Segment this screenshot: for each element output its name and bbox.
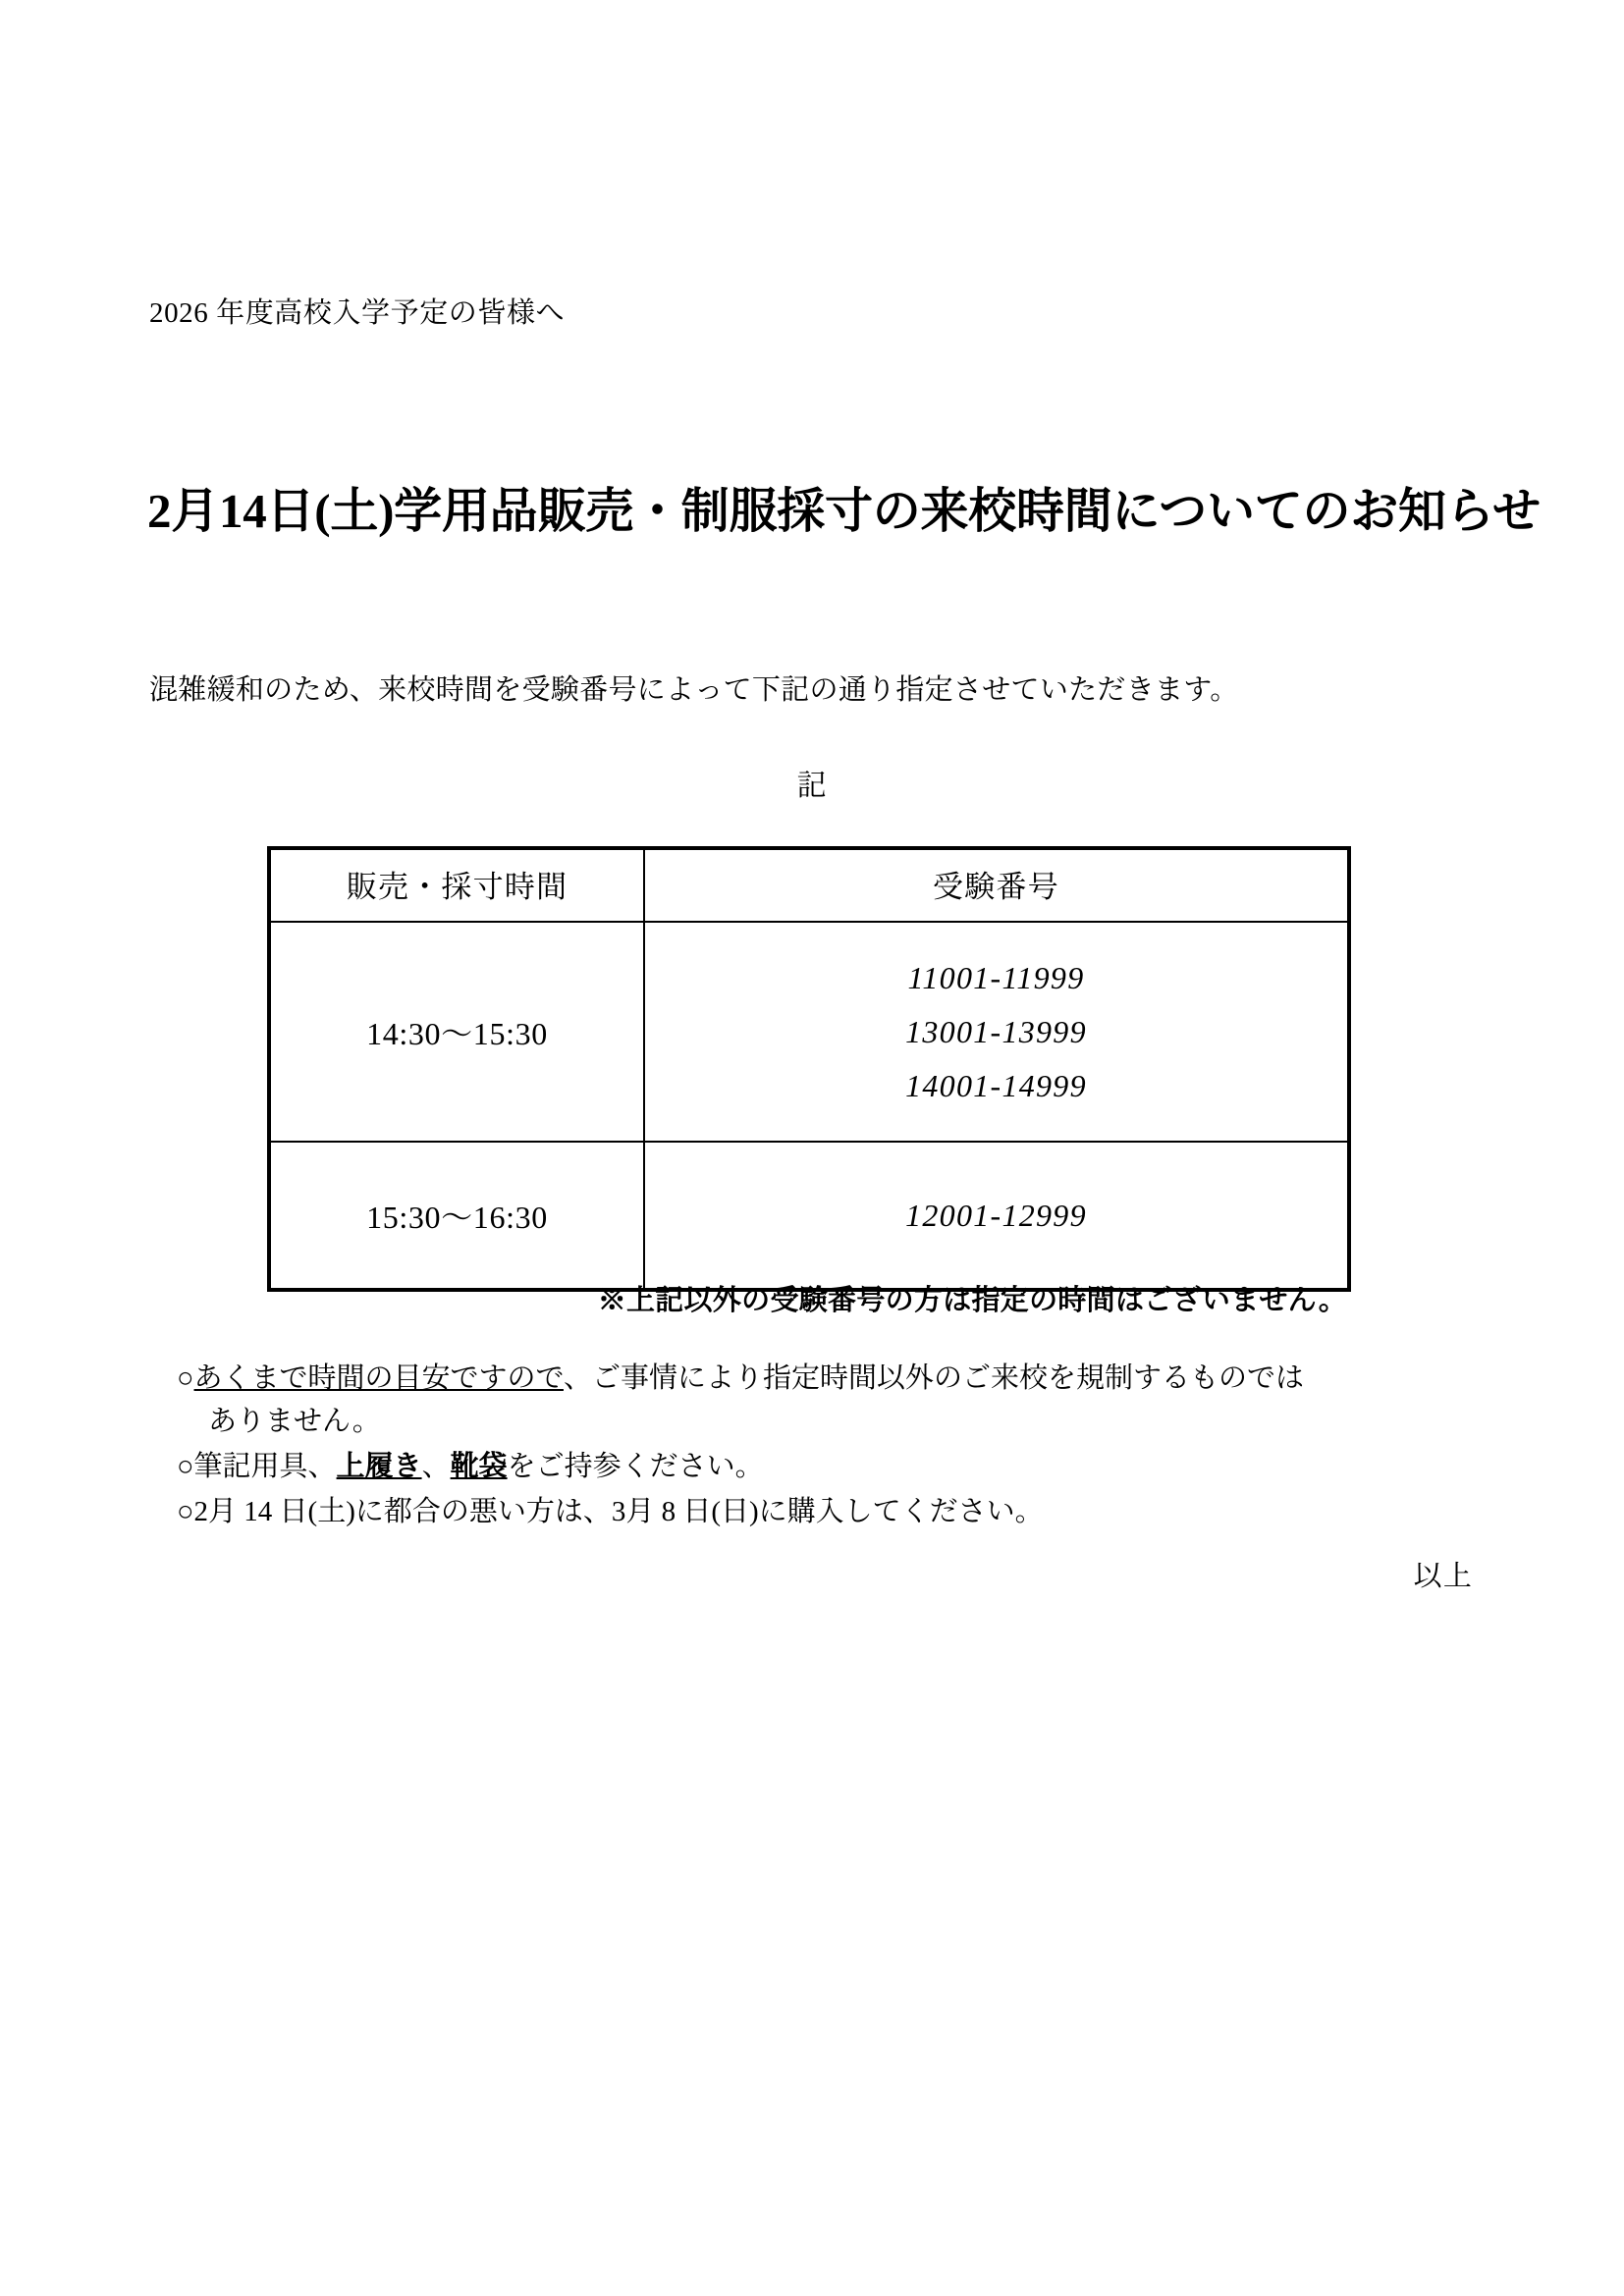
column-header-exam-number: 受験番号 [644, 848, 1349, 922]
closing-line: 以上 [1413, 1561, 1473, 1592]
exam-number-range: 11001-11999 [907, 959, 1085, 995]
table-note: ※上記以外の受験番号の方は指定の時間はございません。 [597, 1285, 1347, 1316]
cell-numbers-slot-2 [644, 1142, 1349, 1290]
list-item [177, 1445, 1473, 1488]
table-header-row [269, 848, 1349, 922]
note-continuation: ありません。 [208, 1406, 381, 1438]
cell-numbers-slot-1 [644, 922, 1349, 1142]
notes-list [177, 1357, 1473, 1535]
note-emphasis-uwabaki: 上履き [336, 1451, 422, 1483]
table-row [269, 1142, 1349, 1290]
exam-number-range: 14001-14999 [905, 1067, 1087, 1103]
exam-number-range: 12001-12999 [905, 1197, 1087, 1233]
column-header-time: 販売・採寸時間 [269, 848, 644, 922]
page-title: 2月14日(土)学用品販売・制服採寸の来校時間についてのお知らせ [147, 484, 1541, 538]
intro-paragraph: 混雑緩和のため、来校時間を受験番号によって下記の通り指定させていただきます。 [149, 674, 1239, 706]
note-marker: ○ [177, 1451, 194, 1483]
note-text: 筆記用具、 [193, 1451, 337, 1483]
note-text-tail: をご持参ください。 [507, 1451, 764, 1483]
list-item [177, 1490, 1473, 1533]
note-emphasis: あくまで時間の目安ですので [193, 1362, 564, 1394]
list-item [177, 1357, 1443, 1443]
addressee-line: 2026 年度高校入学予定の皆様へ [149, 297, 566, 329]
exam-number-range: 13001-13999 [905, 1013, 1087, 1049]
ki-marker: 記 [796, 770, 828, 802]
note-text: 、ご事情により指定時間以外のご来校を規制するものでは [563, 1362, 1304, 1394]
note-marker: ○ [177, 1362, 194, 1394]
note-marker: ○ [177, 1496, 194, 1528]
note-separator: 、 [421, 1451, 451, 1483]
schedule-table [267, 846, 1351, 1292]
schedule-table-wrapper [267, 846, 1347, 1292]
note-text: 2月 14 日(土)に都合の悪い方は、3月 8 日(日)に購入してください。 [193, 1496, 1044, 1528]
note-emphasis-kutsubukuro: 靴袋 [450, 1451, 508, 1483]
cell-time-slot-2: 15:30〜16:30 [269, 1142, 644, 1290]
cell-time-slot-1: 14:30〜15:30 [269, 922, 644, 1142]
table-row [269, 922, 1349, 1142]
